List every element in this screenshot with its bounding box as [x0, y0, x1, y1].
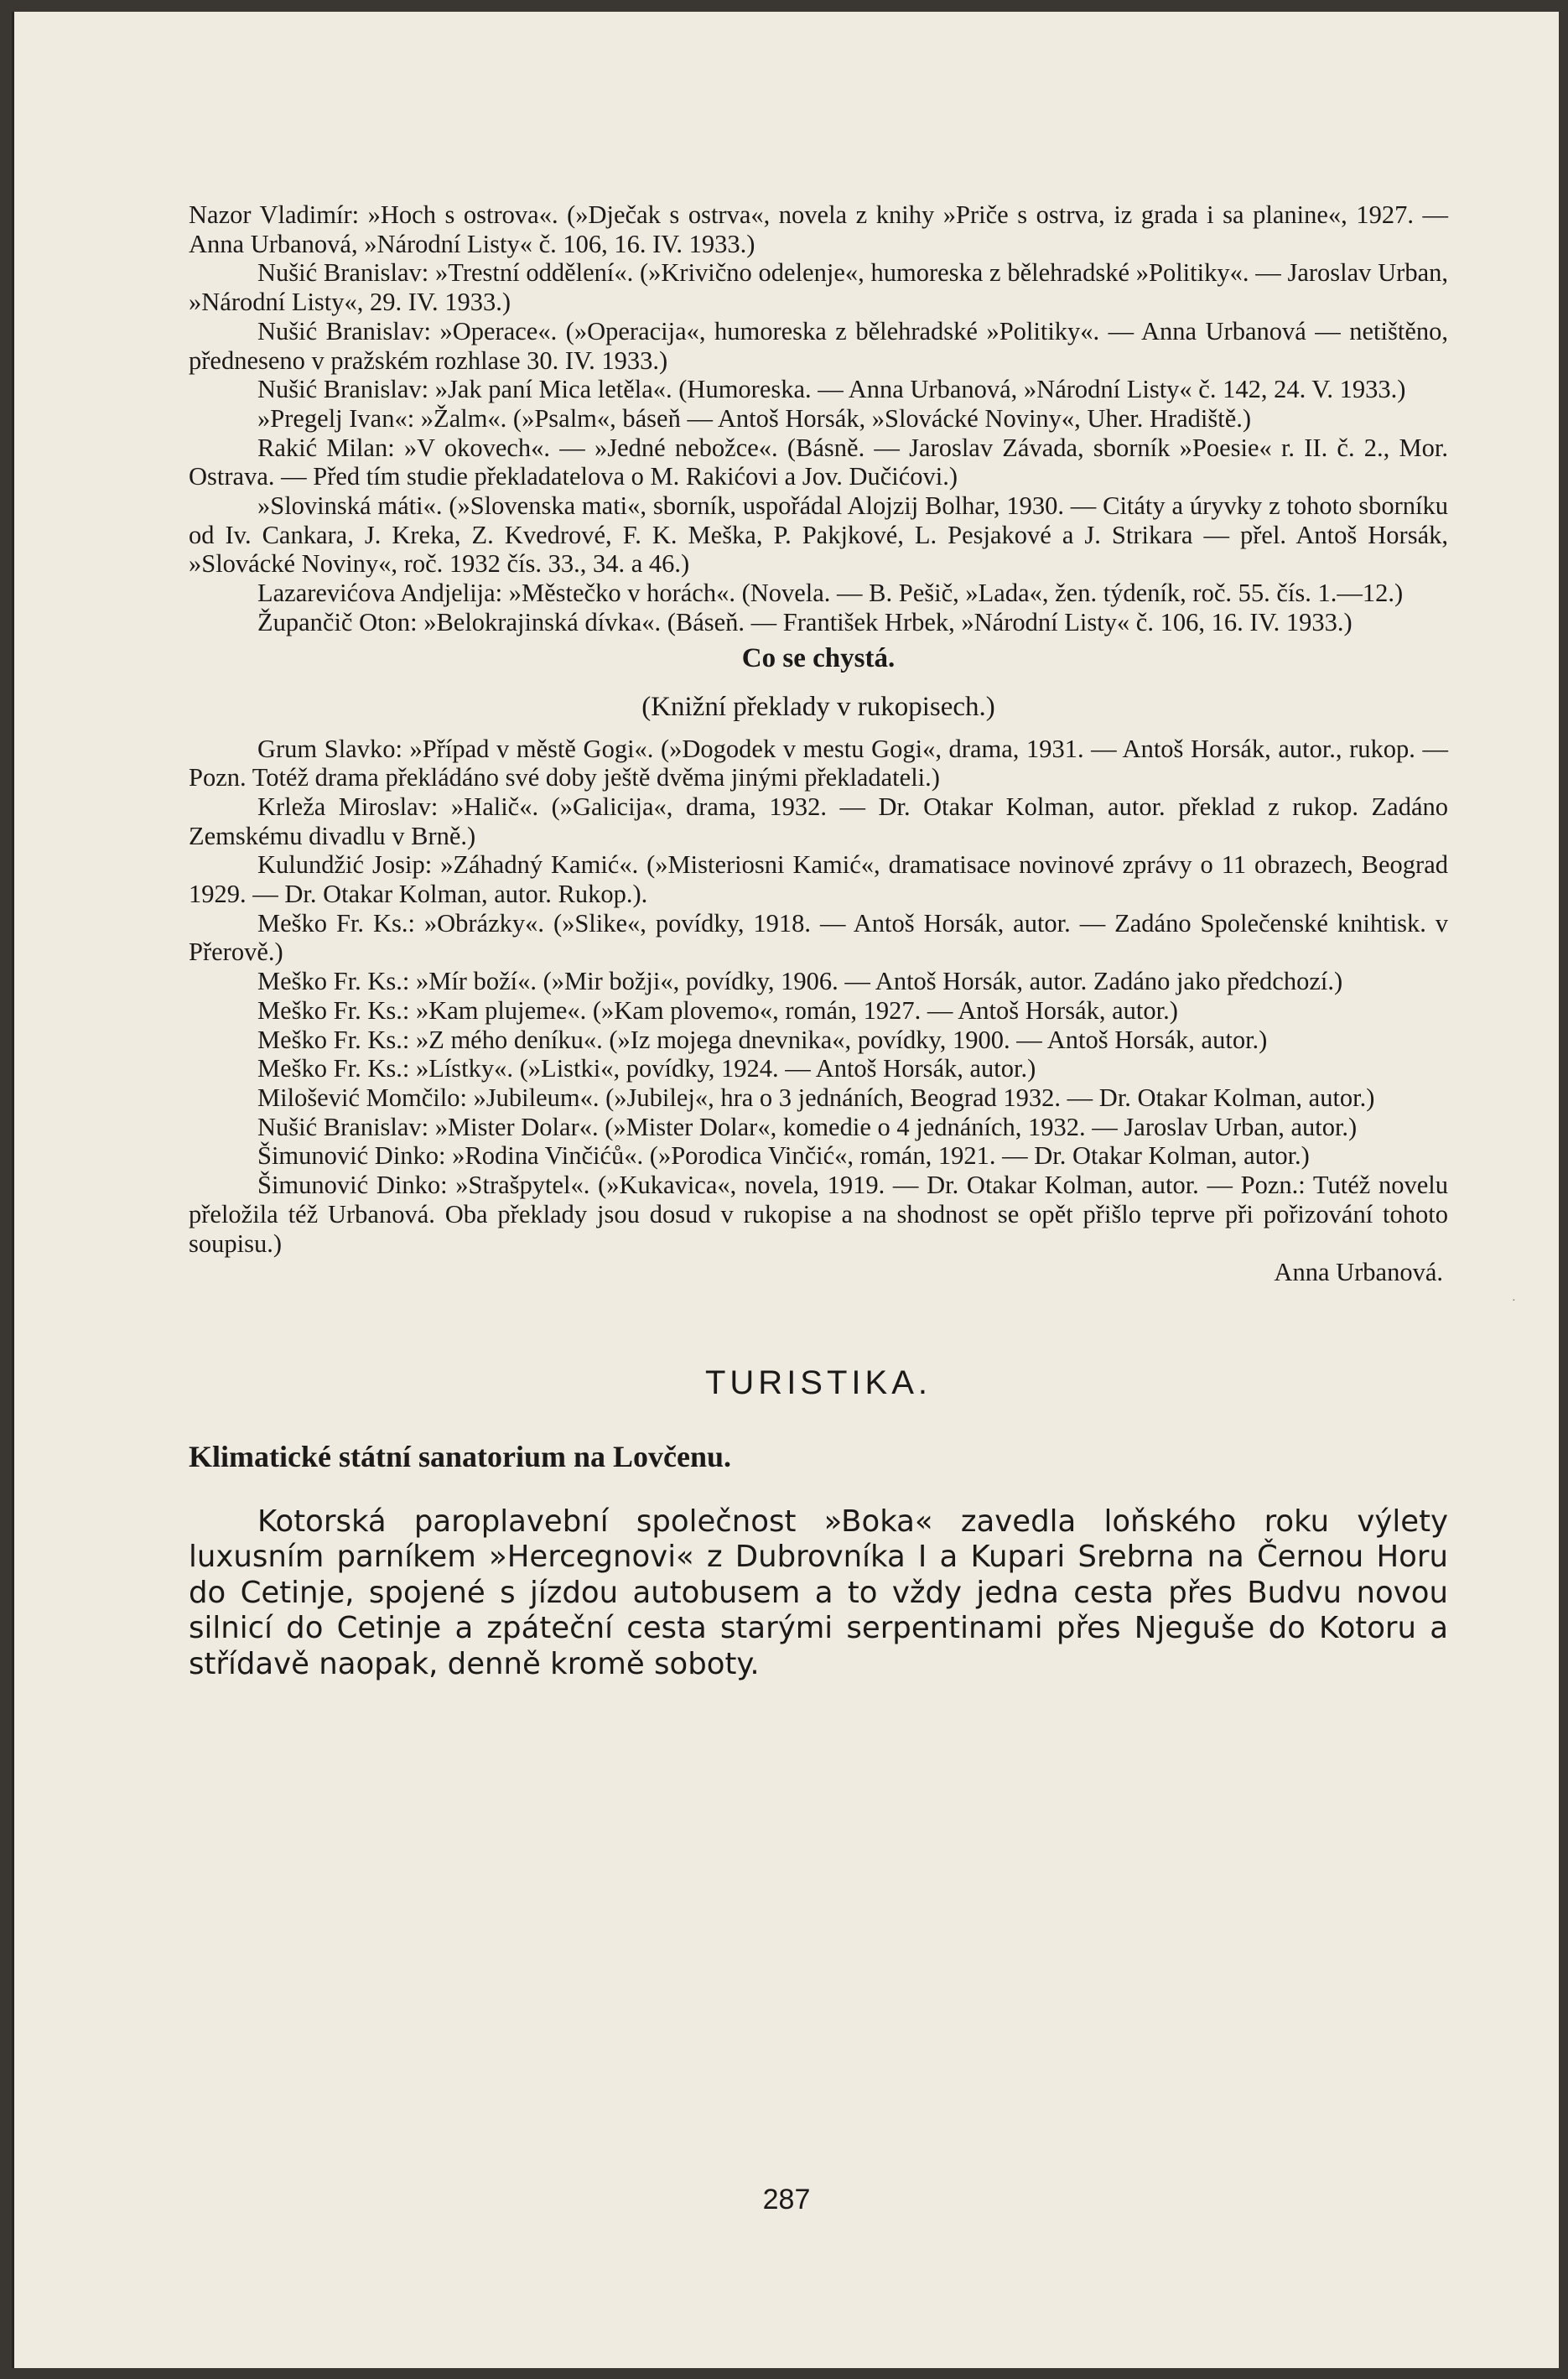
page-number: 287	[762, 2184, 811, 2215]
bib-entry: Nušić Branislav: »Operace«. (»Operacija«, humoreska z bělehradské »Politiky«. — Anna Urbanová — netištěno, předneseno v pražském rozhlase 30. IV. 1933.)	[189, 316, 1448, 375]
bib-entry: »Pregelj Ivan«: »Žalm«. (»Psalm«, báseň — Antoš Horsák, »Slovácké Noviny«, Uher. Hradiště.)	[257, 403, 1252, 433]
bib-entry: Šimunović Dinko: »Rodina Vinčićů«. (»Porodica Vinčić«, román, 1921. — Dr. Otakar Kolman, autor.)	[257, 1141, 1310, 1171]
bibliography-list	[189, 200, 1448, 1287]
bib-entry: Šimunović Dinko: »Strašpytel«. (»Kukavica«, novela, 1919. — Dr. Otakar Kolman, autor. — Pozn.: Tutéž novelu přeložila též Urbanová. Oba překlady jsou dosud v rukopise a na shodnost se opět přišlo teprve při pořizování tohoto soupisu.)	[189, 1171, 1448, 1258]
bib-entry: Rakić Milan: »V okovech«. — »Jedné nebožce«. (Básně. — Jaroslav Závada, sborník »Poesie« r. II. č. 2., Mor. Ostrava. — Před tím studie překladatelova o M. Rakićovi a Jov. Dučićovi.)	[189, 433, 1448, 491]
article-body: Kotorská paroplavební společnost »Boka« zavedla loňského roku výlety luxusním parníkem »Hercegnovi« z Dubrovníka I a Kupari Srebrna na Černou Horu do Cetinje, spojené s jízdou autobusem a to vždy jedna cesta přes Budvu novou silnicí do Cetinje a zpáteční cesta starými serpentinami přes Njeguše do Kotoru a střídavě naopak, denně kromě soboty.	[189, 1504, 1448, 1681]
bib-entry: Krleža Miroslav: »Halič«. (»Galicija«, drama, 1932. — Dr. Otakar Kolman, autor. překlad z rukop. Zadáno Zemskému divadlu v Brně.)	[189, 792, 1448, 850]
bib-entry: Kulundžić Josip: »Záhadný Kamić«. (»Misteriosni Kamić«, dramatisace novinové zprávy o 11 obrazech, Beograd 1929. — Dr. Otakar Kolman, autor. Rukop.).	[189, 850, 1448, 909]
author-signature: Anna Urbanová.	[1274, 1258, 1443, 1287]
bib-entry: Meško Fr. Ks.: »Z mého deníku«. (»Iz mojega dnevnika«, povídky, 1900. — Antoš Horsák, autor.)	[257, 1025, 1268, 1054]
bib-entry: Milošević Momčilo: »Jubileum«. (»Jubilej«, hra o 3 jednáních, Beograd 1932. — Dr. Otakar Kolman, autor.)	[257, 1083, 1375, 1112]
section-heading-upcoming: Co se chystá.	[741, 642, 896, 673]
bib-entry: Nušić Branislav: »Mister Dolar«. (»Mister Dolar«, komedie o 4 jednáních, 1932. — Jaroslav Urban, autor.)	[257, 1112, 1358, 1141]
bib-entry: Nazor Vladimír: »Hoch s ostrova«. (»Dječak s ostrva«, novela z knihy »Priče s ostrva, iz grada i sa planine«, 1927. — Anna Urbanová, »Národní Listy« č. 106, 16. IV. 1933.)	[189, 200, 1448, 258]
bib-entry: Župančič Oton: »Belokrajinská dívka«. (Báseň. — František Hrbek, »Národní Listy« č. 106, 16. IV. 1933.)	[257, 607, 1353, 636]
scan-speck: ·	[1512, 1295, 1516, 1307]
bib-entry: Lazarevićova Andjelija: »Městečko v horách«. (Novela. — B. Pešič, »Lada«, žen. týdeník, roč. 55. čís. 1.—12.)	[257, 579, 1404, 608]
document-page	[12, 12, 1559, 2368]
bib-entry: Meško Fr. Ks.: »Mír boží«. (»Mir božji«, povídky, 1906. — Antoš Horsák, autor. Zadáno jako předchozí.)	[257, 967, 1343, 996]
bib-entry: Meško Fr. Ks.: »Obrázky«. (»Slike«, povídky, 1918. — Antoš Horsák, autor. — Zadáno Společenské knihtisk. v Přerově.)	[189, 908, 1448, 967]
section-title: TURISTIKA.	[704, 1364, 932, 1401]
bib-entry: Grum Slavko: »Případ v městě Gogi«. (»Dogodek v mestu Gogi«, drama, 1931. — Antoš Horsák, autor., rukop. — Pozn. Totéž drama překládáno své doby ještě dvěma jinými překladateli.)	[189, 734, 1448, 792]
article-title: Klimatické státní sanatorium na Lovčenu.	[189, 1439, 732, 1473]
bib-entry: Nušić Branislav: »Trestní oddělení«. (»Krivično odelenje«, humoreska z bělehradské »Politiky«. — Jaroslav Urban, »Národní Listy«, 29. IV. 1933.)	[189, 258, 1448, 317]
bib-entry: »Slovinská máti«. (»Slovenska mati«, sborník, uspořádal Alojzij Bolhar, 1930. — Citáty a úryvky z tohoto sborníku od Iv. Cankara, J. Kreka, Z. Kvedrové, F. K. Meška, P. Pakjkové, L. Pesjakové a J. Strikara — přel. Antoš Horsák, »Slovácké Noviny«, roč. 1932 čís. 33., 34. a 46.)	[189, 491, 1448, 579]
bib-entry: Meško Fr. Ks.: »Lístky«. (»Listki«, povídky, 1924. — Antoš Horsák, autor.)	[257, 1054, 1036, 1083]
section-subheading: (Knižní překlady v rukopisech.)	[641, 691, 995, 722]
page-content	[189, 200, 1448, 1682]
bib-entry: Meško Fr. Ks.: »Kam plujeme«. (»Kam plovemo«, román, 1927. — Antoš Horsák, autor.)	[257, 995, 1178, 1025]
bib-entry: Nušić Branislav: »Jak paní Mica letěla«. (Humoreska. — Anna Urbanová, »Národní Listy« č. 142, 24. V. 1933.)	[257, 375, 1406, 404]
